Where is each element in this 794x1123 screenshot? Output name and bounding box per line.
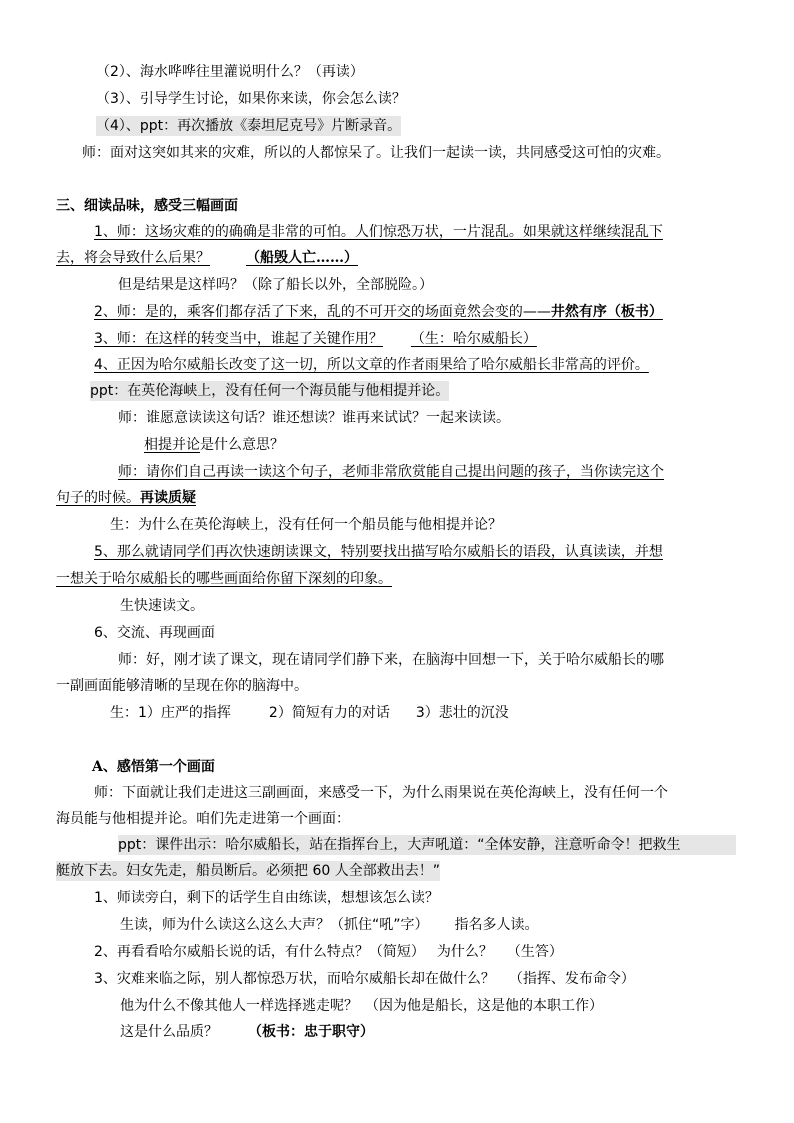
xiangti-line <box>144 435 284 455</box>
p2-line <box>94 302 663 322</box>
p1-line2 <box>56 248 358 268</box>
q3-b: （指挥、发布命令） <box>508 971 635 987</box>
q3-board: （板书：忠于职守） <box>248 1024 374 1040</box>
reread-bold: 再读质疑 <box>140 490 196 506</box>
teacher-praise-2-line <box>56 488 196 508</box>
q3-quality-line <box>120 1022 374 1042</box>
intro-2: 海员能与他相提并论。咱们先走进第一个画面： <box>56 811 350 827</box>
q2-c: （生答） <box>506 944 563 960</box>
p4-line: 4、正因为哈尔威船长改变了这一切，所以文章的作者雨果给了哈尔威船长非常高的评价。 <box>94 357 649 373</box>
q1-sub-a: 生读，师为什么读这么这么大声？（抓住“吼”字） <box>120 917 429 933</box>
ppt-courseware-2: 艇放下去。妇女先走，船员断后。必须把 60 人全部救出去！” <box>56 863 440 879</box>
p1-line1: 1、师：这场灾难的的确确是非常的可怕。人们惊恐万状，一片混乱。如果就这样继续混乱下 <box>94 224 663 240</box>
teacher-recall-2: 一副画面能够清晰的呈现在你的脑海中。 <box>56 678 308 694</box>
intro-1: 师：下面就让我们走进这三副画面，来感受一下，为什么雨果说在英伦海峡上，没有任何一个 <box>94 785 668 801</box>
q2 <box>94 942 563 962</box>
p1-answer: （船毁人亡……） <box>246 250 358 266</box>
teacher-line: 师：面对这突如其来的灾难，所以的人都惊呆了。让我们一起读一读，共同感受这可怕的灾难。 <box>82 145 670 161</box>
teacher-ask: 师：谁愿意读读这句话？谁还想读？谁再来试试？一起来读读。 <box>118 410 510 426</box>
student-question: 生：为什么在英伦海峡上，没有任何一个船员能与他相提并论？ <box>110 517 502 533</box>
section-3-heading: 三、细读品味，感受三幅画面 <box>56 198 238 214</box>
p5-line2: 一想关于哈尔威船长的哪些画面给你留下深刻的印象。 <box>56 571 392 587</box>
xiangti-term: 相提并论 <box>144 437 200 453</box>
p2-text: 2、师：是的，乘客们都存活了下来，乱的不可开交的场面竟然会变的—— <box>94 304 551 320</box>
teacher-praise-1: 师：请你们自己再读一读这个句子，老师非常欣赏能自己提出问题的孩子，当你读完这个 <box>118 464 664 480</box>
p3-line <box>94 329 537 349</box>
q3-quality: 这是什么品质？ <box>120 1024 218 1040</box>
p5-line1: 5、那么就请同学们再次快速朗读课文，特别要找出描写哈尔威船长的语段，认真读读，并想 <box>94 544 663 560</box>
q1-sub <box>120 915 539 935</box>
q1-sub-b: 指名多人读。 <box>454 917 539 933</box>
p3-answer: （生：哈尔威船长） <box>410 331 537 347</box>
ppt-courseware-1: ppt：课件出示：哈尔威船长，站在指挥台上，大声吼道：“全体安静，注意听命令！把救生 <box>118 835 736 855</box>
student-prefix: 生： <box>110 705 138 721</box>
teacher-praise-2: 句子的时候。 <box>56 490 140 506</box>
p3-text: 3、师：在这样的转变当中，谁起了关键作用？ <box>94 331 383 347</box>
xiangti-rest: 是什么意思？ <box>200 437 284 453</box>
p6: 6、交流、再现画面 <box>94 625 215 641</box>
item-4-ppt: （4）、ppt：再次播放《泰坦尼克号》片断录音。 <box>96 118 402 134</box>
scene-3: 3）悲壮的沉没 <box>415 705 509 721</box>
section-a-heading: A、感悟第一个画面 <box>92 759 215 775</box>
student-read: 生快速读文。 <box>120 598 204 614</box>
q3 <box>94 969 635 989</box>
ppt-quote: ppt：在英伦海峡上，没有任何一个海员能与他相提并论。 <box>90 383 450 399</box>
q3-sub: 他为什么不像其他人一样选择逃走呢？ （因为他是船长，这是他的本职工作） <box>120 998 603 1014</box>
q2-b: 为什么？ <box>436 944 493 960</box>
scene-1: 1）庄严的指挥 <box>138 705 231 721</box>
item-2: （2）、海水哗哗往里灌说明什么？（再读） <box>96 64 364 80</box>
q2-a: 2、再看看哈尔威船长说的话，有什么特点？（简短） <box>94 944 425 960</box>
student-scenes <box>110 703 509 723</box>
teacher-recall-1: 师：好，刚才读了课文，现在请同学们静下来，在脑海中回想一下，关于哈尔威船长的哪 <box>118 652 664 668</box>
item-3: （3）、引导学生讨论，如果你来读，你会怎么读？ <box>96 91 406 107</box>
scene-2: 2）简短有力的对话 <box>268 705 390 721</box>
q3-a: 3、灾难来临之际，别人都惊恐万状，而哈尔威船长却在做什么？ <box>94 971 495 987</box>
p1-followup: 但是结果是这样吗？（除了船长以外，全部脱险。） <box>118 277 433 293</box>
p1-question: 去，将会导致什么后果？ <box>56 250 210 266</box>
p2-bold: 井然有序（板书） <box>550 304 663 320</box>
q1: 1、师读旁白，剩下的话学生自由练读，想想该怎么读？ <box>94 890 439 906</box>
